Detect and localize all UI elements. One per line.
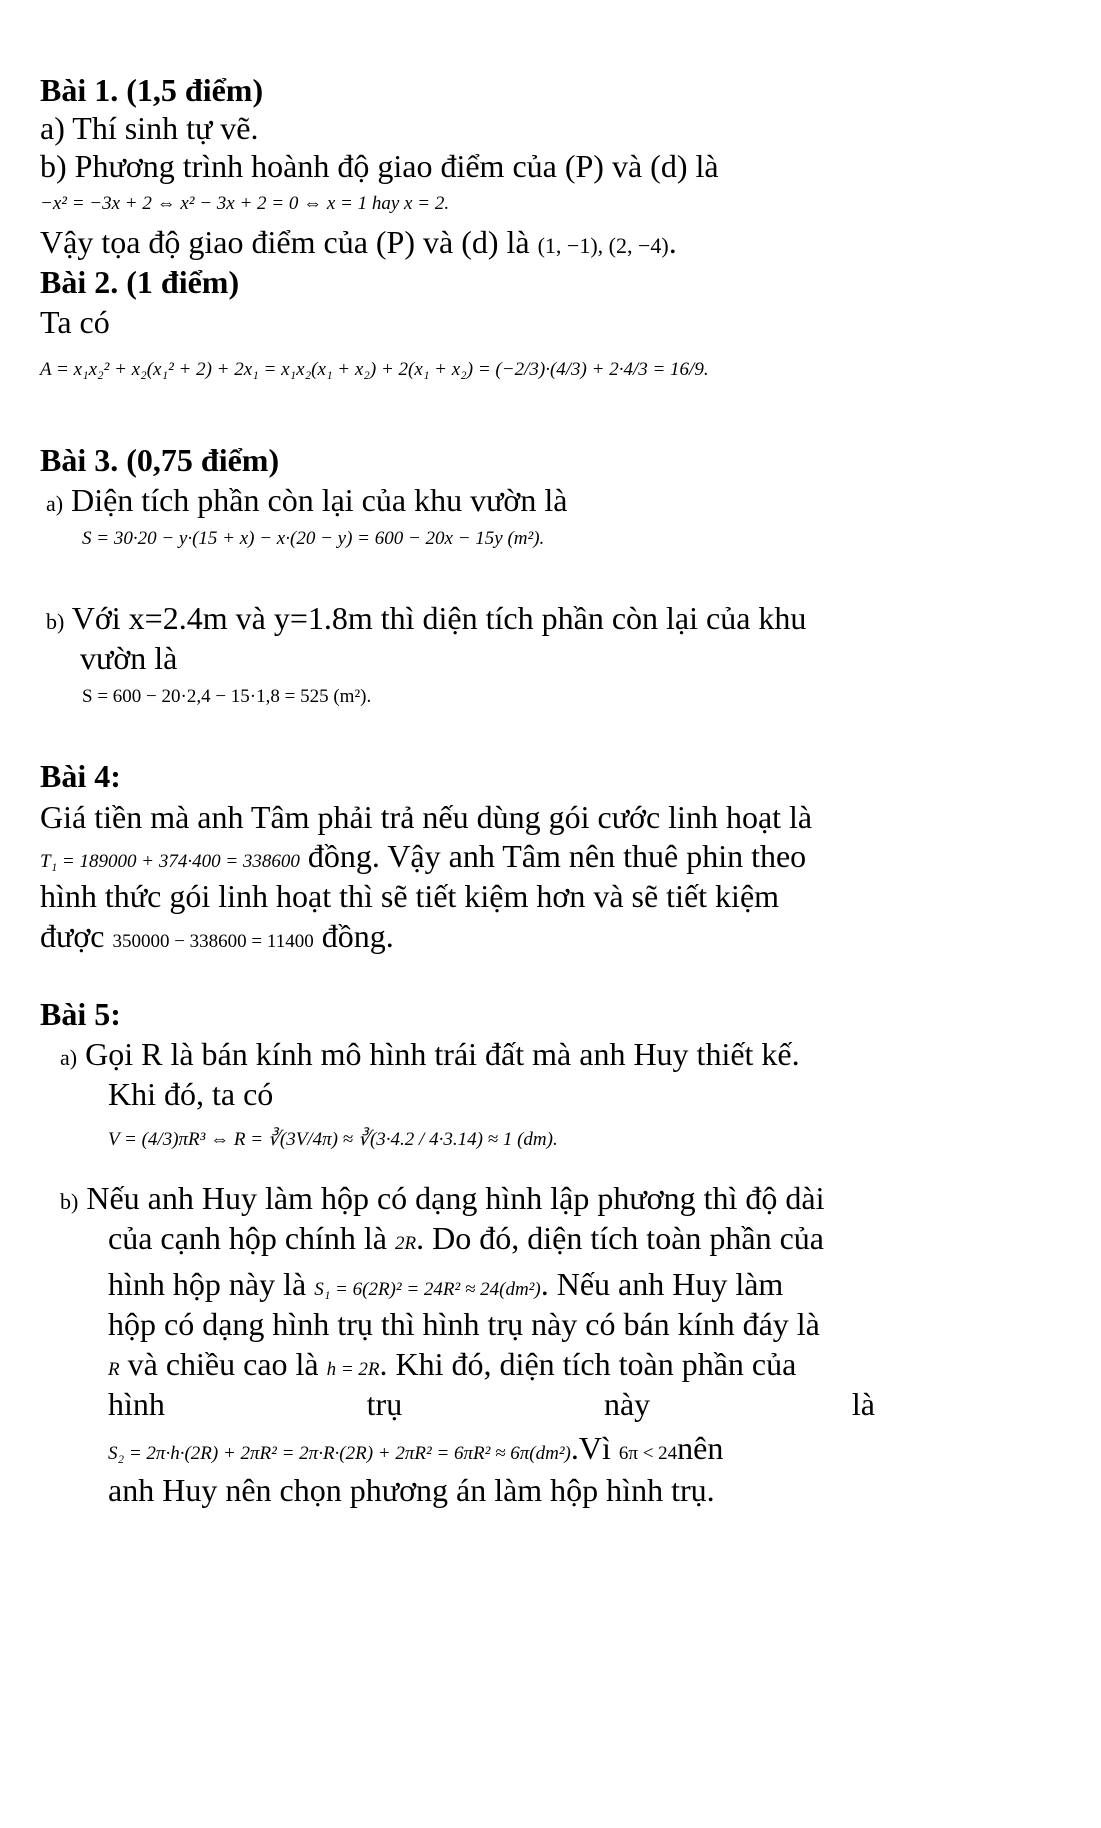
b5-a-equation: V = (4/3)πR³ ⇔ R = ∛(3V/4π) ≈ ∛(3·4.2 / 4·3.14) ≈ 1 (dm). [108,1129,558,1150]
b5-b-line-8: anh Huy nên chọn phương án làm hộp hình trụ. [108,1472,715,1508]
b1-part-b: b) Phương trình hoành độ giao điểm của (P) và (d) là [40,148,719,184]
b5-b-math-h: h = 2R [326,1359,380,1380]
b5-b-label: b) [60,1189,79,1214]
b5-b-line-4: hộp có dạng hình trụ thì hình trụ này có bán kính đáy là [108,1306,820,1342]
b5-b-line-2-b: . Do đó, diện tích toàn phần của [416,1220,824,1256]
b5-b-line-6-word-4: là [851,1386,875,1422]
b5-b-line-7 [108,1428,723,1474]
b2-intro: Ta có [40,304,110,340]
b1-conclusion-end: . [668,224,677,260]
b5-part-a [60,1034,800,1078]
b3-b-equation: S = 600 − 20·2,4 − 15·1,8 = 525 (m²). [82,686,372,707]
section-title-5: Bài 5: [40,996,121,1032]
b3-a-text: Diện tích phần còn lại của khu vườn là [71,482,568,518]
b3-b-text-2: vườn là [80,640,178,676]
b5-b-math-S1: S₁ = 6(2R)² = 24R² ≈ 24(dm²) [314,1279,541,1300]
b5-b-math-compare: 6π < 24 [618,1443,678,1464]
b4-line-4-b: đồng. [321,918,394,954]
b3-b-text: Với x=2.4m và y=1.8m thì diện tích phần còn lại của khu [71,600,807,636]
b4-equation-2: 350000 − 338600 = 11400 [112,931,314,952]
b5-b-line-2 [108,1218,824,1264]
b5-b-line-6-word-3: này [603,1386,651,1422]
b5-b-math-2R: 2R [395,1233,417,1254]
b5-b-line-3-a: hình hộp này là [108,1266,307,1302]
b3-a-equation: S = 30·20 − y·(15 + x) − x·(20 − y) = 600 − 20x − 15y (m²). [82,528,545,549]
b4-line-1: Giá tiền mà anh Tâm phải trả nếu dùng gói cước linh hoạt là [40,799,813,835]
b3-part-a [46,480,567,524]
b5-b-line-3-b: . Nếu anh Huy làm [540,1266,784,1302]
b5-b-line-6-word-1: hình [108,1386,165,1422]
b5-a-text: Gọi R là bán kính mô hình trái đất mà anh Huy thiết kế. [85,1036,800,1072]
b5-b-line-7-a: .Vì [570,1430,611,1466]
b4-equation-1: T₁ = 189000 + 374·400 = 338600 [40,851,300,872]
b5-b-line-5-a: và chiều cao là [127,1346,319,1382]
b1-part-a: a) Thí sinh tự vẽ. [40,110,259,146]
b4-line-4-a: được [40,918,105,954]
section-title-2: Bài 2. (1 điểm) [40,264,240,300]
b5-b-line-6 [108,1384,875,1424]
b4-line-3: hình thức gói linh hoạt thì sẽ tiết kiệm hơn và sẽ tiết kiệm [40,878,780,914]
b5-b-math-R: R [108,1359,120,1380]
b5-a-text-2: Khi đó, ta có [108,1076,274,1112]
b5-part-b [60,1178,824,1222]
b2-equation: A = x₁x₂² + x₂(x₁² + 2) + 2x₁ = x₁x₂(x₁ + x₂) + 2(x₁ + x₂) = (−2/3)·(4/3) + 2·4/3 = 16/9. [40,359,709,380]
b4-line-2-text: đồng. Vậy anh Tâm nên thuê phin theo [307,838,807,874]
b1-equation: −x² = −3x + 2 ⇔ x² − 3x + 2 = 0 ⇔ x = 1 hay x = 2. [40,193,450,214]
b5-b-line-7-b: nên [677,1430,724,1466]
b5-a-label: a) [60,1045,78,1070]
b5-b-line-1: Nếu anh Huy làm hộp có dạng hình lập phương thì độ dài [86,1180,825,1216]
b4-line-4 [40,916,394,962]
b5-b-line-2-a: của cạnh hộp chính là [108,1220,387,1256]
b5-b-math-S2: S₂ = 2π·h·(2R) + 2πR² = 2π·R·(2R) + 2πR² = 6πR² ≈ 6π(dm²) [108,1443,571,1464]
b1-conclusion-math: (1, −1), (2, −4) [537,233,669,258]
b1-conclusion [40,222,677,266]
b3-part-b [46,598,806,642]
b5-b-line-5-b: . Khi đó, diện tích toàn phần của [379,1346,797,1382]
b5-b-line-6-word-2: trụ [366,1386,403,1422]
section-title-3: Bài 3. (0,75 điểm) [40,442,280,478]
b3-b-label: b) [46,609,65,634]
b1-conclusion-text: Vậy tọa độ giao điểm của (P) và (d) là [40,224,530,260]
b3-a-label: a) [46,491,64,516]
section-title-4: Bài 4: [40,758,121,794]
section-title-1: Bài 1. (1,5 điểm) [40,72,264,108]
